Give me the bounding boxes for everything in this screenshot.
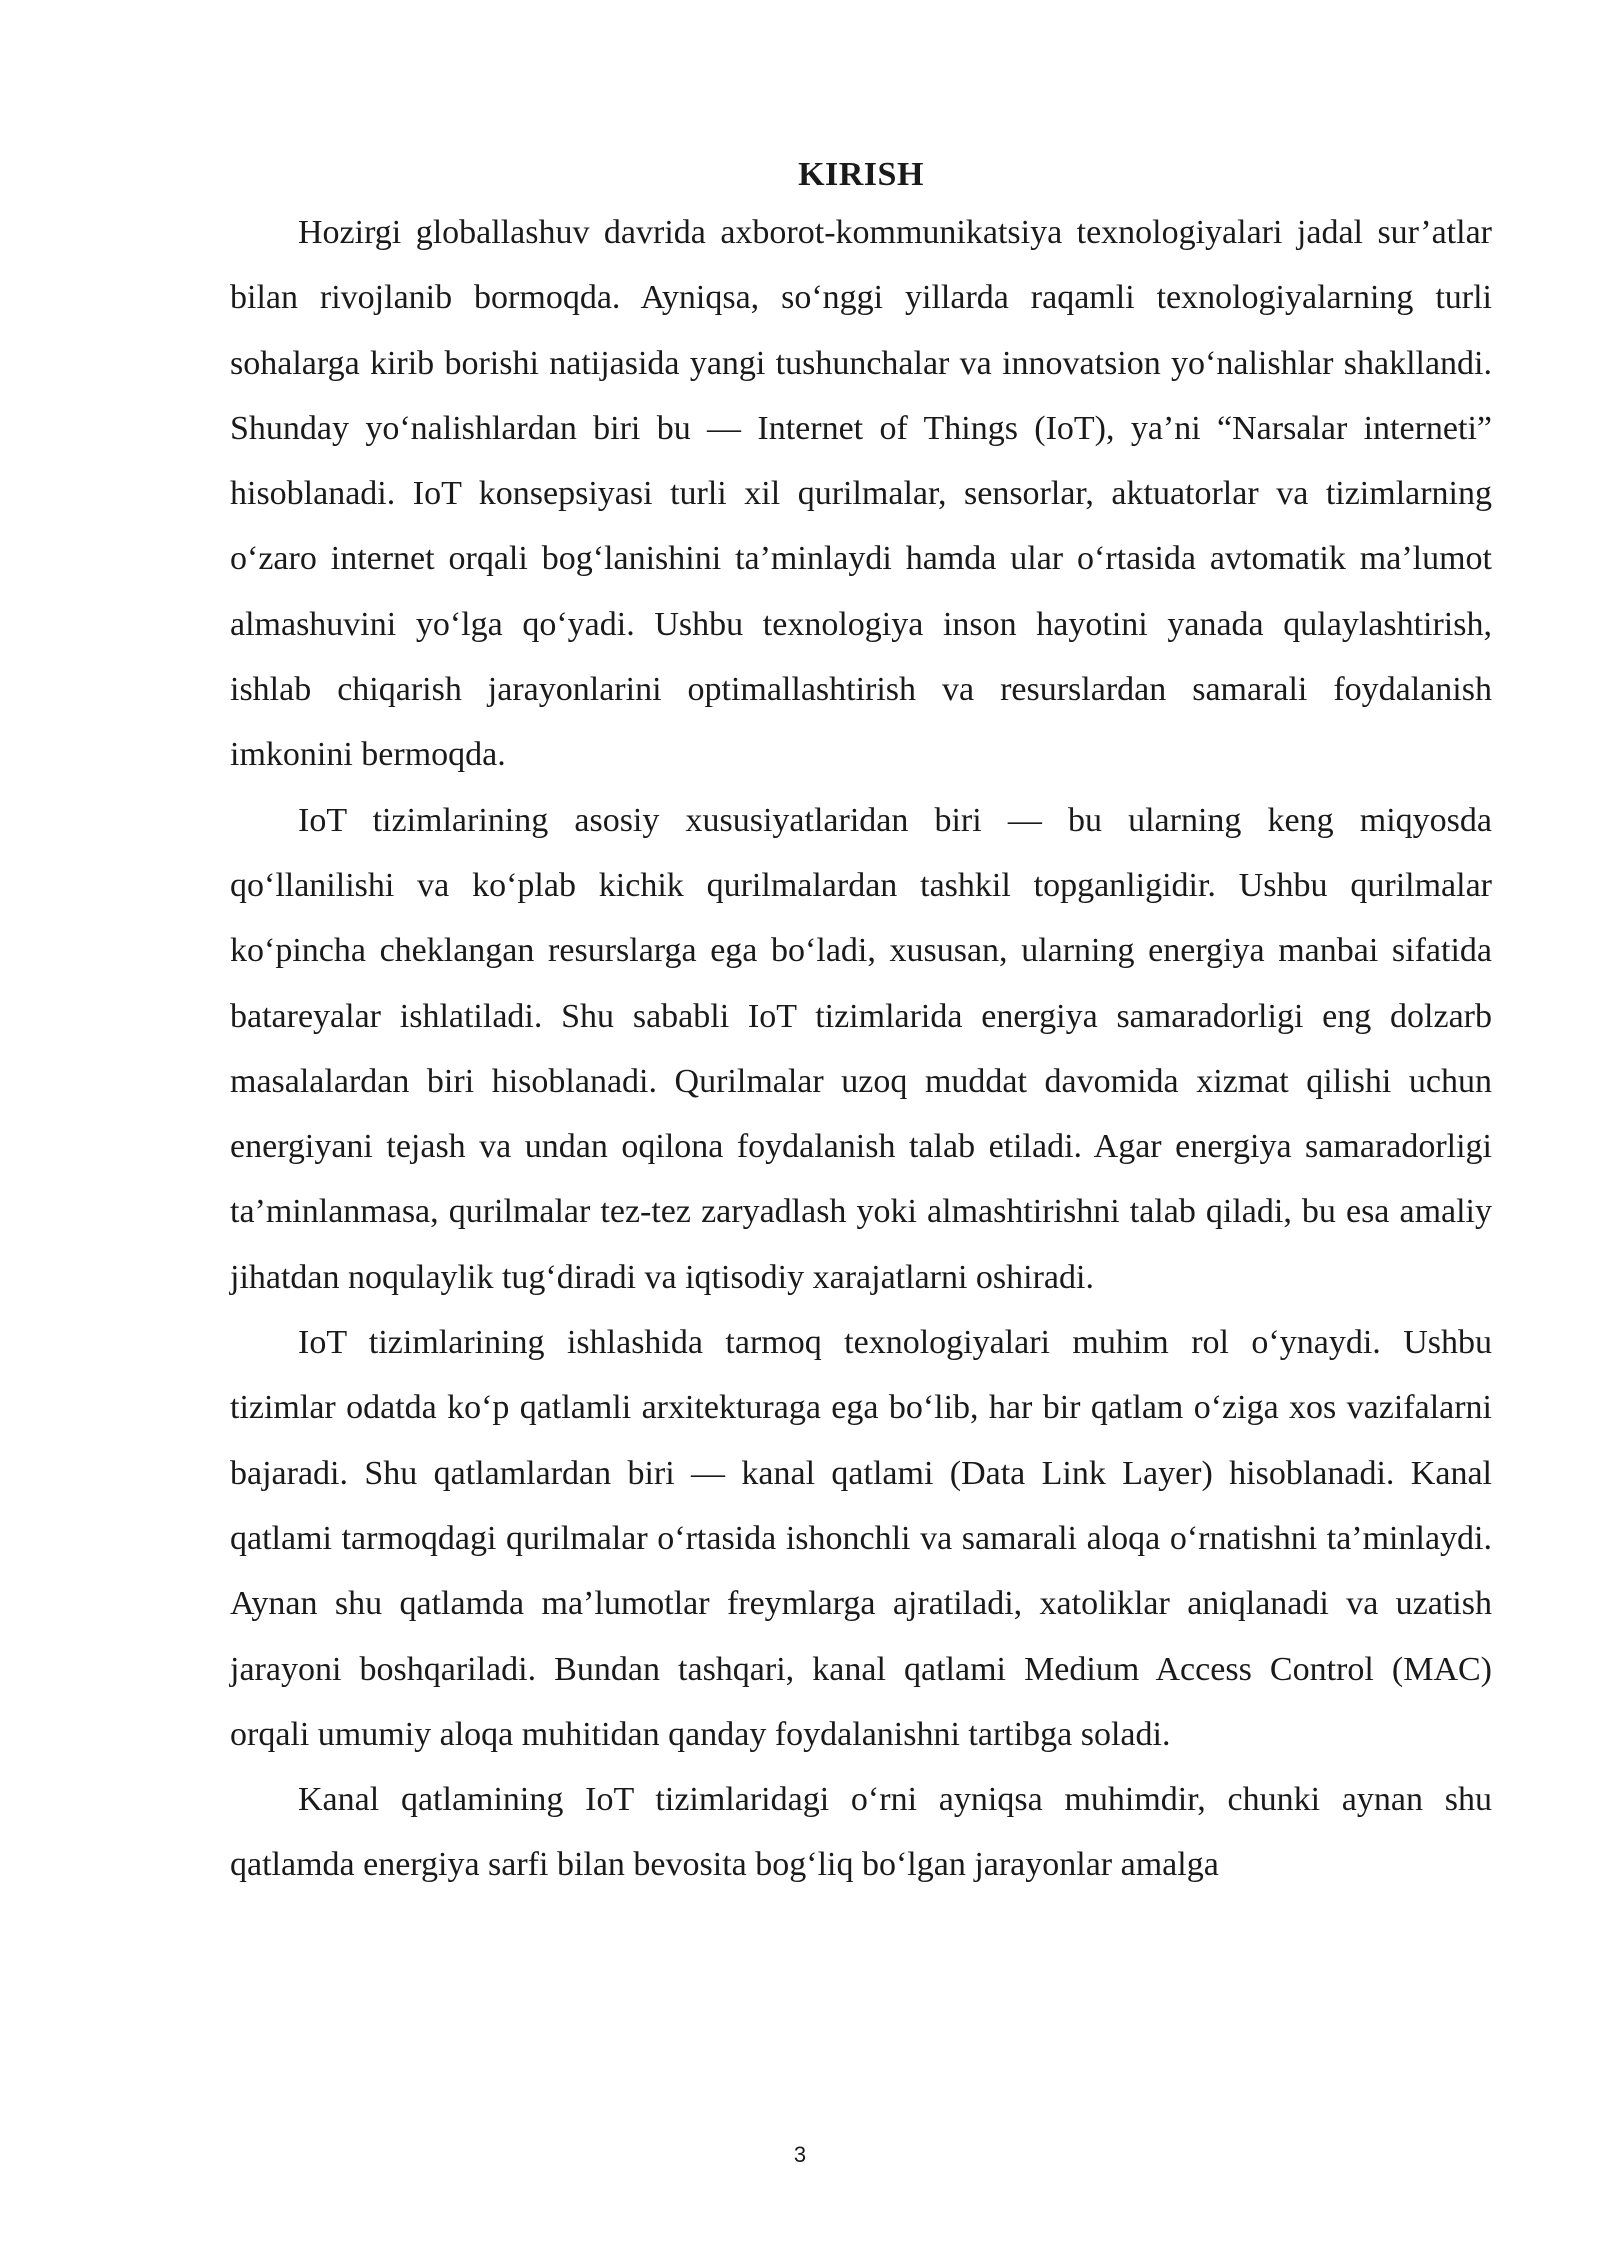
paragraph-2: IoT tizimlarining asosiy xususiyatlaridan biri — bu ularning keng miqyosda qo‘llanilishi va ko‘plab kichik qurilmalardan tashkil topganligidir. Ushbu qurilmalar ko‘pincha cheklangan resurslarga ega bo‘ladi, xususan, ularning energiya manbai sifatida batareyalar ishlatiladi. Shu sababli IoT tizimlarida energiya samaradorligi eng dolzarb masalalardan biri hisoblanadi. Qurilmalar uzoq muddat davomida xizmat qilishi uchun energiyani tejash va undan oqilona foydalanish talab etiladi. Agar energiya samaradorligi ta’minlanmasa, qurilmalar tez-tez zaryadlash yoki almashtirishni talab qiladi, bu esa amaliy jihatdan noqulaylik tug‘diradi va iqtisodiy xarajatlarni oshiradi. xyxy=(230,801,1492,1296)
paragraph-1: Hozirgi globallashuv davrida axborot-kommunikatsiya texnologiyalari jadal sur’atlar bilan rivojlanib bormoqda. Ayniqsa, so‘nggi yillarda raqamli texnologiyalarning turli sohalarga kirib borishi natijasida yangi tushunchalar va innovatsion yo‘nalishlar shakllandi. Shunday yo‘nalishlardan biri bu — Internet of Things (IoT), ya’ni “Narsalar interneti” hisoblanadi. IoT konsepsiyasi turli xil qurilmalar, sensorlar, aktuatorlar va tizimlarning o‘zaro internet orqali bog‘lanishini ta’minlaydi hamda ular o‘rtasida avtomatik ma’lumot almashuvini yo‘lga qo‘yadi. Ushbu texnologiya inson hayotini yanada qulaylashtirish, ishlab chiqarish jarayonlarini optimallashtirish va resurslardan samarali foydalanish imkonini bermoqda. xyxy=(230,214,1492,774)
paragraph-3: IoT tizimlarining ishlashida tarmoq texnologiyalari muhim rol o‘ynaydi. Ushbu tizimlar odatda ko‘p qatlamli arxitekturaga ega bo‘lib, har bir qatlam o‘ziga xos vazifalarni bajaradi. Shu qatlamlardan biri — kanal qatlami (Data Link Layer) hisoblanadi. Kanal qatlami tarmoqdagi qurilmalar o‘rtasida ishonchli va samarali aloqa o‘rnatishni ta’minlaydi. Aynan shu qatlamda ma’lumotlar freymlarga ajratiladi, xatoliklar aniqlanadi va uzatish jarayoni boshqariladi. Bundan tashqari, kanal qatlami Medium Access Control (MAC) orqali umumiy aloqa muhitidan qanday foydalanishni tartibga soladi. xyxy=(230,1324,1492,1753)
document-title: KIRISH xyxy=(798,156,924,193)
page-number: 3 xyxy=(793,2142,807,2167)
paragraph-4: Kanal qatlamining IoT tizimlaridagi o‘rni ayniqsa muhimdir, chunki aynan shu qatlamda energiya sarfi bilan bevosita bog‘liq bo‘lgan jarayonlar amalga xyxy=(230,1781,1492,1884)
document-body xyxy=(230,150,1492,1898)
